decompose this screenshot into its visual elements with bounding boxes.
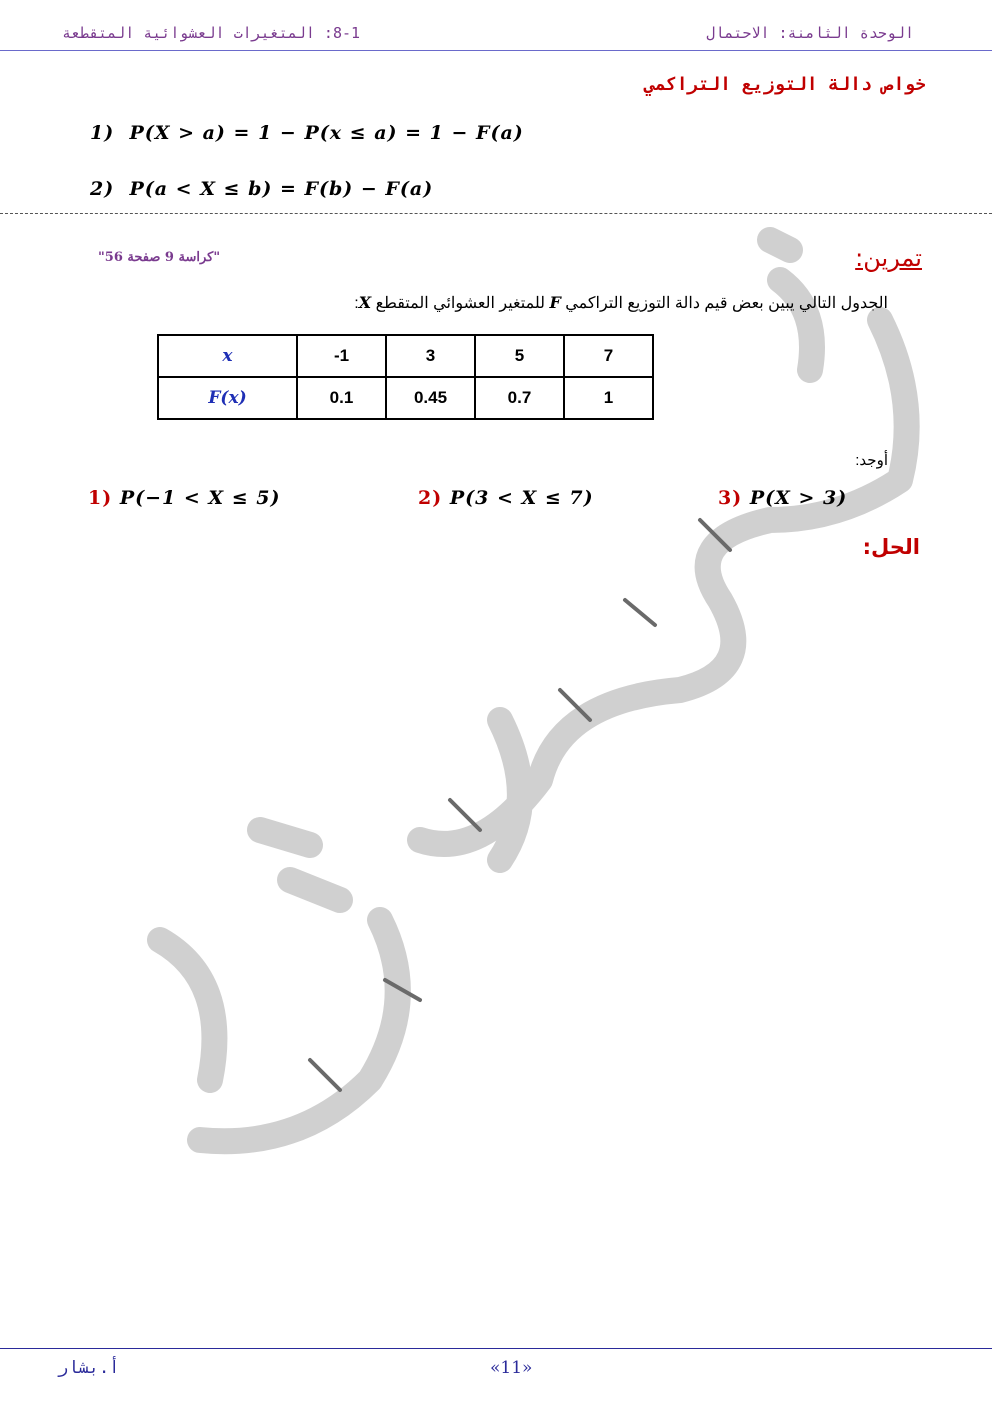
lesson-title: 8-1: المتغيرات العشوائية المتقطعة — [62, 24, 361, 42]
property-2 — [90, 178, 433, 200]
question-expression: P(−1 < X ≤ 5) — [119, 487, 281, 509]
table-cell: 1 — [564, 377, 653, 419]
exercise-label: تمرين: — [855, 244, 922, 272]
question-3 — [718, 487, 847, 509]
footer-divider — [0, 1348, 992, 1349]
row-label-x: x — [158, 335, 297, 377]
exercise-reference: "كراسة 9 صفحة 56" — [98, 250, 221, 265]
solution-label: الحل: — [862, 535, 920, 559]
question-number: 2) — [418, 487, 443, 509]
F-symbol: F — [549, 293, 561, 312]
X-symbol: X — [358, 293, 372, 312]
table-cell: 0.1 — [297, 377, 386, 419]
table-cell: 5 — [475, 335, 564, 377]
find-label: أوجد: — [855, 452, 888, 469]
problem-text-part: للمتغير العشوائي المتقطع — [375, 295, 546, 312]
problem-text-end: : — [354, 295, 359, 312]
question-number: 1) — [88, 487, 113, 509]
question-2 — [418, 487, 594, 509]
property-formula: P(X > a) = 1 − P(x ≤ a) = 1 − F(a) — [129, 122, 524, 144]
page-number: «11» — [490, 1358, 533, 1378]
section-title: خواص دالة التوزيع التراكمي — [644, 74, 926, 95]
property-formula: P(a < X ≤ b) = F(b) − F(a) — [129, 178, 434, 200]
table-cell: 0.7 — [475, 377, 564, 419]
problem-text-part: الجدول التالي يبين بعض قيم دالة التوزيع التراكمي — [565, 295, 888, 312]
table-row — [158, 377, 653, 419]
table-cell: 7 — [564, 335, 653, 377]
row-label-Fx: F(x) — [158, 377, 297, 419]
problem-statement — [354, 293, 888, 313]
table-row — [158, 335, 653, 377]
table-cell: 3 — [386, 335, 475, 377]
question-number: 3) — [718, 487, 743, 509]
property-1 — [90, 122, 524, 144]
header-divider — [0, 50, 992, 51]
table-cell: -1 — [297, 335, 386, 377]
unit-title: الوحدة الثامنة: الاحتمال — [706, 24, 914, 42]
table-cell: 0.45 — [386, 377, 475, 419]
question-expression: P(3 < X ≤ 7) — [449, 487, 594, 509]
property-number: 1) — [90, 122, 115, 144]
question-expression: P(X > 3) — [749, 487, 848, 509]
cdf-table — [157, 334, 654, 420]
section-divider — [0, 213, 992, 214]
footer-author: أ.بشار — [58, 1358, 120, 1378]
property-number: 2) — [90, 178, 115, 200]
question-1 — [88, 487, 281, 509]
